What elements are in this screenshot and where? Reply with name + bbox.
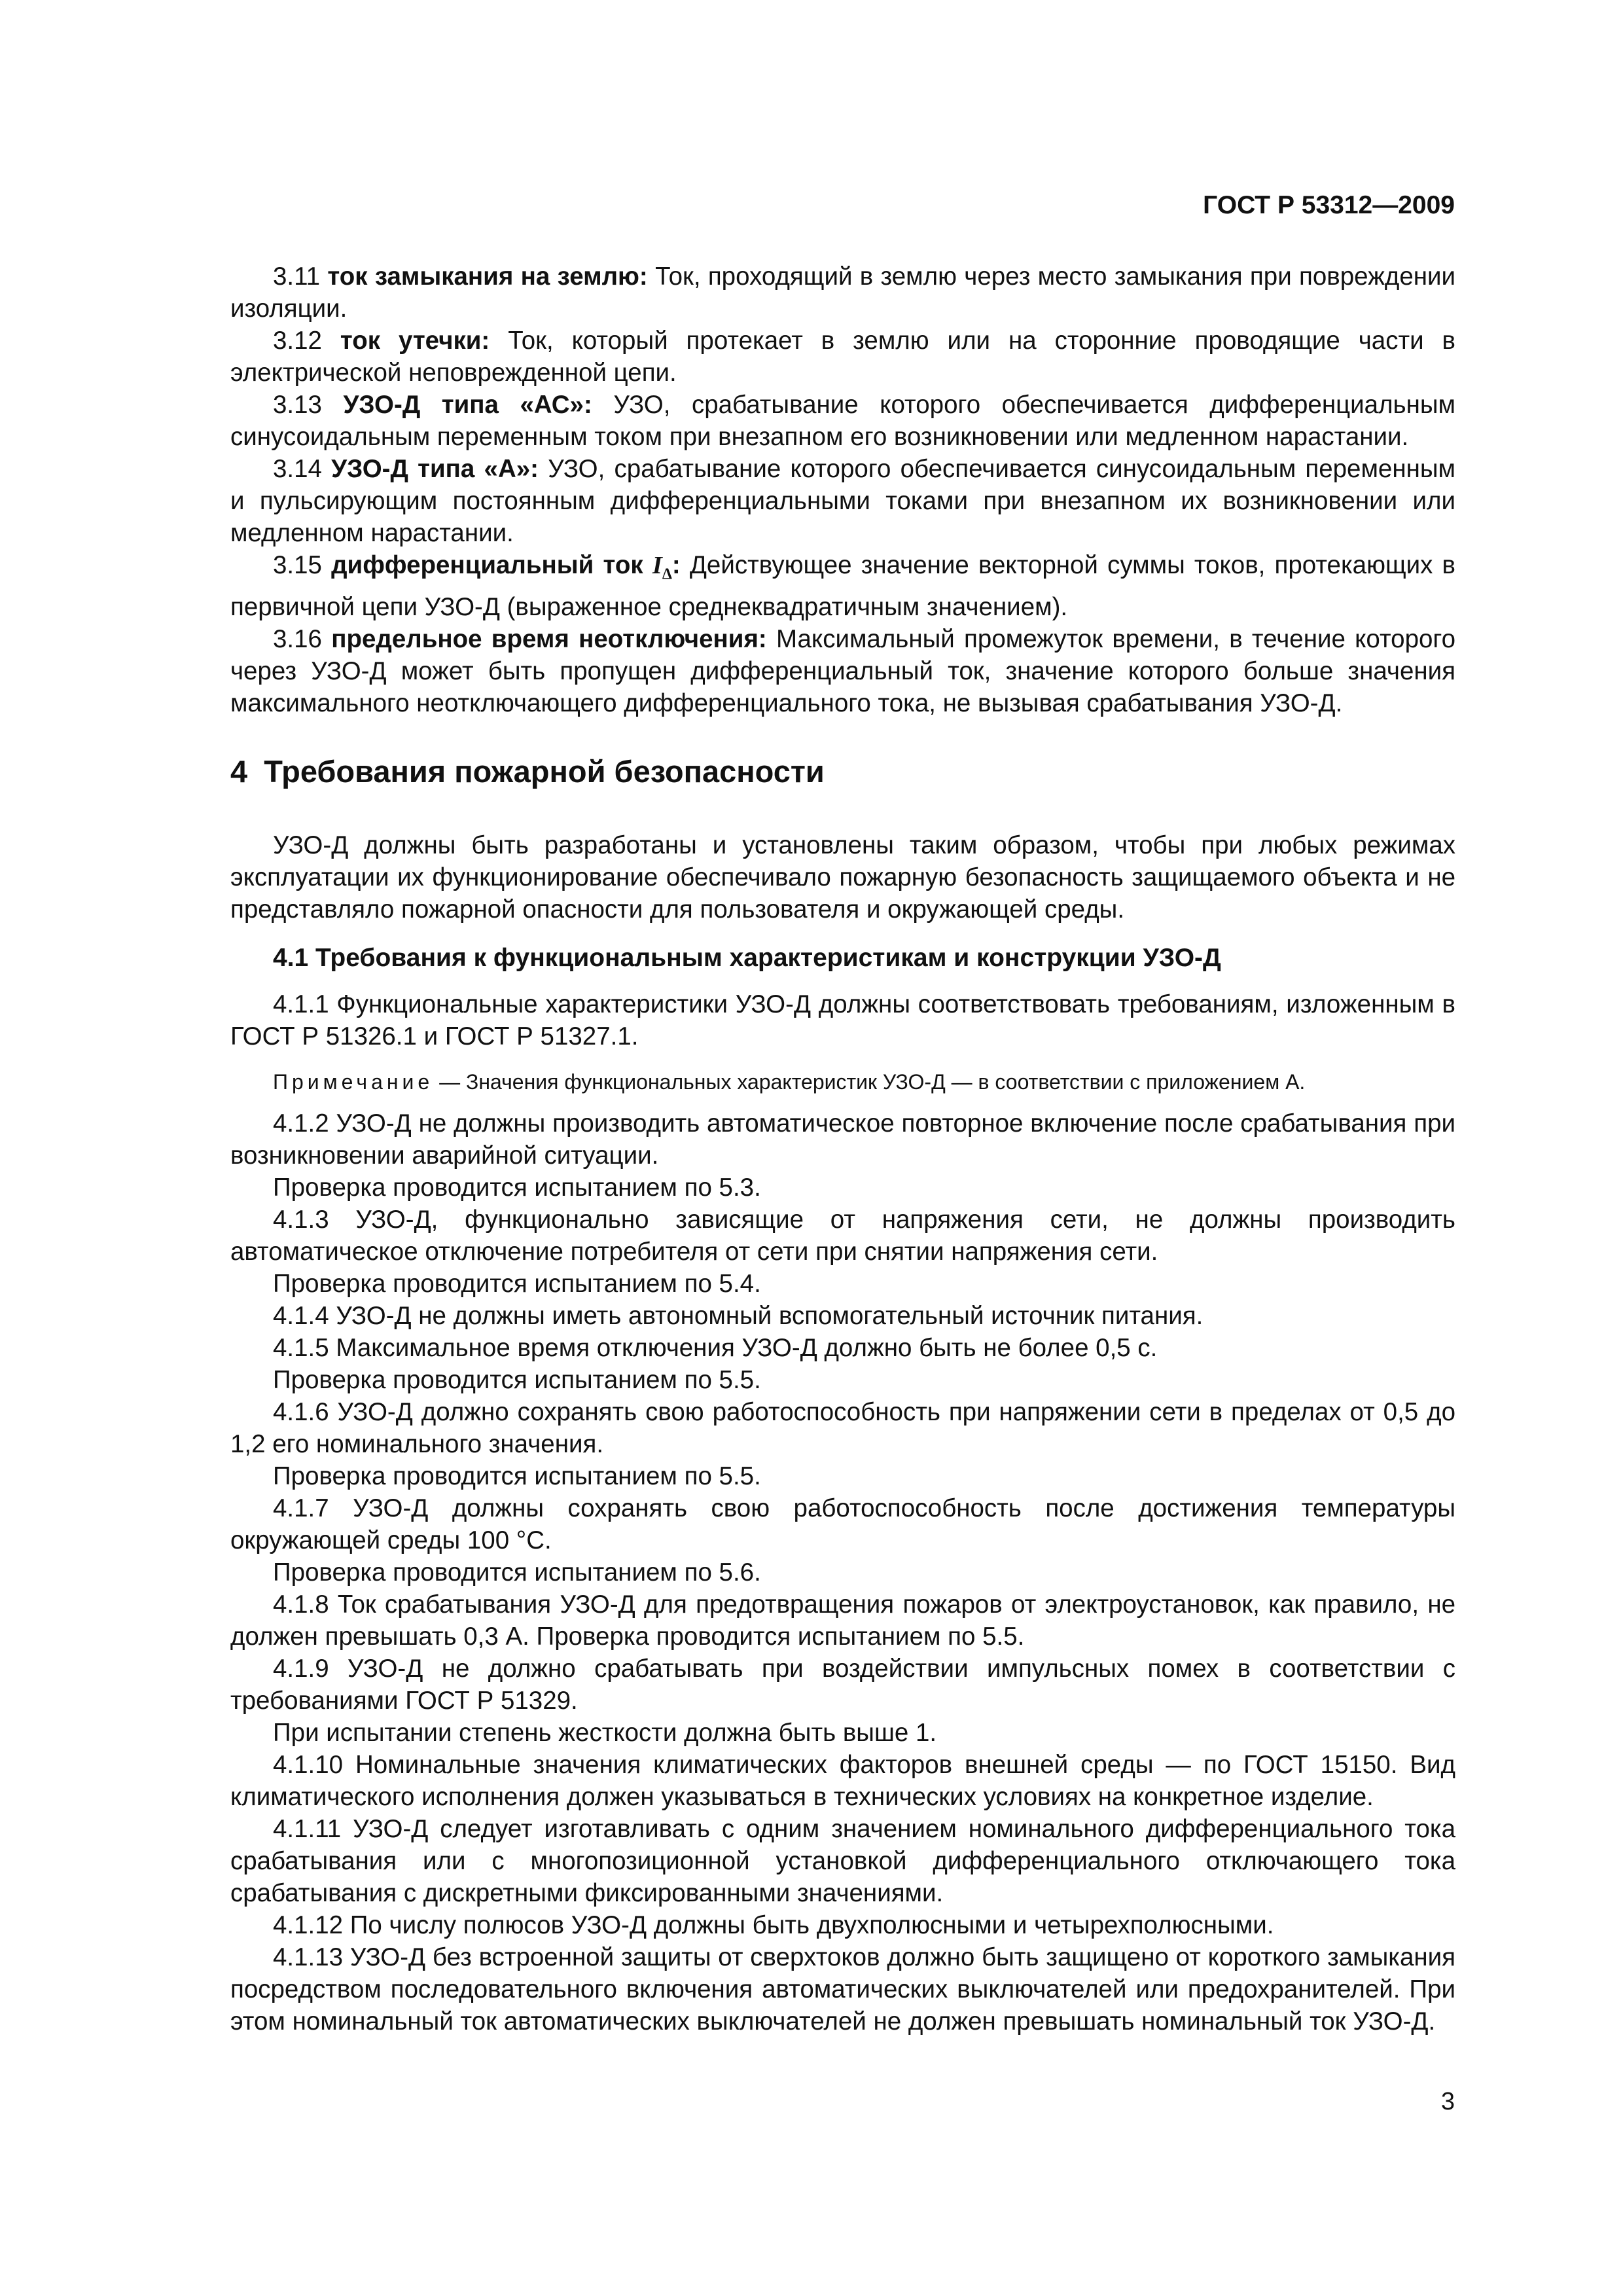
clause-item: 4.1.6 УЗО-Д должно сохранять свою работоспособность при напряжении сети в пределах от 0,5 до 1,2 его номинального значения. — [230, 1397, 1455, 1458]
definition-text: УЗО, срабатывание которого обеспечивается дифференциальным синусоидальным переменным током при внезапном его возникновении или медленном нарастании. — [230, 391, 1455, 451]
clause-4-1-1: 4.1.1 Функциональные характеристики УЗО-Д должны соответствовать требованиям, изложенным в ГОСТ Р 51326.1 и ГОСТ Р 51327.1. — [230, 990, 1455, 1050]
definition-number: 3.15 — [273, 551, 322, 579]
clause-item: 4.1.3 УЗО-Д, функционально зависящие от напряжения сети, не должны производить автоматическое отключение потребителя от сети при снятии напряжения сети. — [230, 1205, 1455, 1266]
definition-3-14 — [230, 453, 1455, 549]
clause-item: 4.1.2 УЗО-Д не должны производить автоматическое повторное включение после срабатывания при возникновении аварийной ситуации. — [230, 1109, 1455, 1170]
definition-number: 3.14 — [273, 455, 322, 483]
definition-3-12 — [230, 325, 1455, 389]
clause-item: 4.1.7 УЗО-Д должны сохранять свою работоспособность после достижения температуры окружающей среды 100 °С. — [230, 1494, 1455, 1554]
differential-current-symbol — [652, 552, 672, 583]
symbol-letter: I — [652, 552, 662, 579]
definition-number: 3.13 — [273, 391, 322, 419]
document-code-header: ГОСТ Р 53312—2009 — [1203, 191, 1455, 219]
definition-text: Максимальный промежуток времени, в течение которого через УЗО-Д может быть пропущен дифференциальный ток, значение которого больше значения максимального неотключающего дифференциального тока, не вызывая срабатывания УЗО-Д. — [230, 624, 1456, 717]
definition-number: 3.16 — [273, 624, 322, 653]
page-number: 3 — [1440, 2088, 1455, 2115]
section-title: Требования пожарной безопасности — [264, 753, 825, 789]
note-label: Примечание — [273, 1069, 434, 1094]
clause-item: Проверка проводится испытанием по 5.4. — [273, 1269, 761, 1298]
clauses-list — [230, 1107, 1455, 2037]
clause-item: 4.1.13 УЗО-Д без встроенной защиты от сверхтоков должно быть защищено от короткого замыкания посредством последовательного включения автоматических выключателей или предохранителей. При этом номинальный ток автоматических выключателей не должен превышать номинальный ток УЗО-Д. — [230, 1943, 1455, 2036]
definitions-list — [230, 260, 1455, 719]
definition-term: предельное время неотключения: — [331, 624, 767, 653]
clause-item: 4.1.5 Максимальное время отключения УЗО-Д должно быть не более 0,5 с. — [273, 1333, 1158, 1362]
definition-text: Ток, который протекает в землю или на сторонние проводящие части в электрической неповрежденной цепи. — [230, 327, 1455, 387]
clause-item: 4.1.9 УЗО-Д не должно срабатывать при воздействии импульсных помех в соответствии с требованиями ГОСТ Р 51329. — [230, 1654, 1455, 1715]
section-4-heading — [230, 752, 1455, 791]
clause-item: Проверка проводится испытанием по 5.6. — [273, 1558, 761, 1587]
clause-item: Проверка проводится испытанием по 5.3. — [273, 1173, 761, 1202]
definition-text: Действующее значение векторной суммы токов, протекающих в первичной цепи УЗО-Д (выраженное среднеквадратичным значением). — [230, 551, 1455, 621]
clause-item: 4.1.12 По числу полюсов УЗО-Д должны быть двухполюсными и четырехполюсными. — [273, 1910, 1274, 1939]
clause-item: 4.1.11 УЗО-Д следует изготавливать с одним значением номинального дифференциального тока срабатывания или с многопозиционной установкой дифференциального отключающего тока срабатывания с дискретными фиксированными значениями. — [230, 1814, 1455, 1907]
definition-term: ток утечки: — [340, 327, 490, 355]
definition-3-13 — [230, 389, 1455, 453]
note-text: — Значения функциональных характеристик УЗО-Д — в соответствии с приложением А. — [433, 1069, 1306, 1094]
definition-text: УЗО, срабатывание которого обеспечивается синусоидальным переменным и пульсирующим постоянным дифференциальными токами при внезапном их возникновении или медленном нарастании. — [230, 455, 1456, 547]
definition-term: УЗО-Д типа «АС»: — [343, 391, 592, 419]
section-4-intro: УЗО-Д должны быть разработаны и установлены таким образом, чтобы при любых режимах эксплуатации их функционирование обеспечивало пожарную безопасность защищаемого объекта и не представляло пожарной опасности для пользователя и окружающей среды. — [230, 831, 1455, 924]
definition-number: 3.11 — [273, 262, 321, 291]
definition-3-11 — [230, 260, 1455, 325]
definition-term: ток замыкания на землю: — [327, 262, 648, 291]
section-number: 4 — [230, 753, 248, 789]
definition-term-tail: : — [671, 551, 681, 579]
definition-3-16 — [230, 623, 1455, 719]
section-4-1-heading: 4.1 Требования к функциональным характеристикам и конструкции УЗО-Д — [273, 943, 1221, 972]
clause-item: Проверка проводится испытанием по 5.5. — [273, 1365, 761, 1394]
note — [230, 1067, 1455, 1097]
definition-3-15 — [230, 549, 1455, 623]
page-content — [230, 260, 1455, 2037]
clause-item: 4.1.4 УЗО-Д не должны иметь автономный вспомогательный источник питания. — [273, 1301, 1204, 1330]
definition-term: дифференциальный ток — [331, 551, 643, 579]
clause-item: Проверка проводится испытанием по 5.5. — [273, 1462, 761, 1490]
definition-text: Ток, проходящий в землю через место замыкания при повреждении изоляции. — [230, 262, 1456, 323]
clause-item: При испытании степень жесткости должна быть выше 1. — [273, 1718, 937, 1747]
definition-number: 3.12 — [273, 327, 322, 355]
symbol-subscript: Δ — [662, 565, 672, 583]
definition-term: УЗО-Д типа «А»: — [331, 455, 539, 483]
clause-item: 4.1.10 Номинальные значения климатических факторов внешней среды — по ГОСТ 15150. Вид климатического исполнения должен указываться в технических условиях на конкретное изделие. — [230, 1750, 1455, 1811]
clause-item: 4.1.8 Ток срабатывания УЗО-Д для предотвращения пожаров от электроустановок, как правило, не должен превышать 0,3 А. Проверка проводится испытанием по 5.5. — [230, 1590, 1455, 1651]
